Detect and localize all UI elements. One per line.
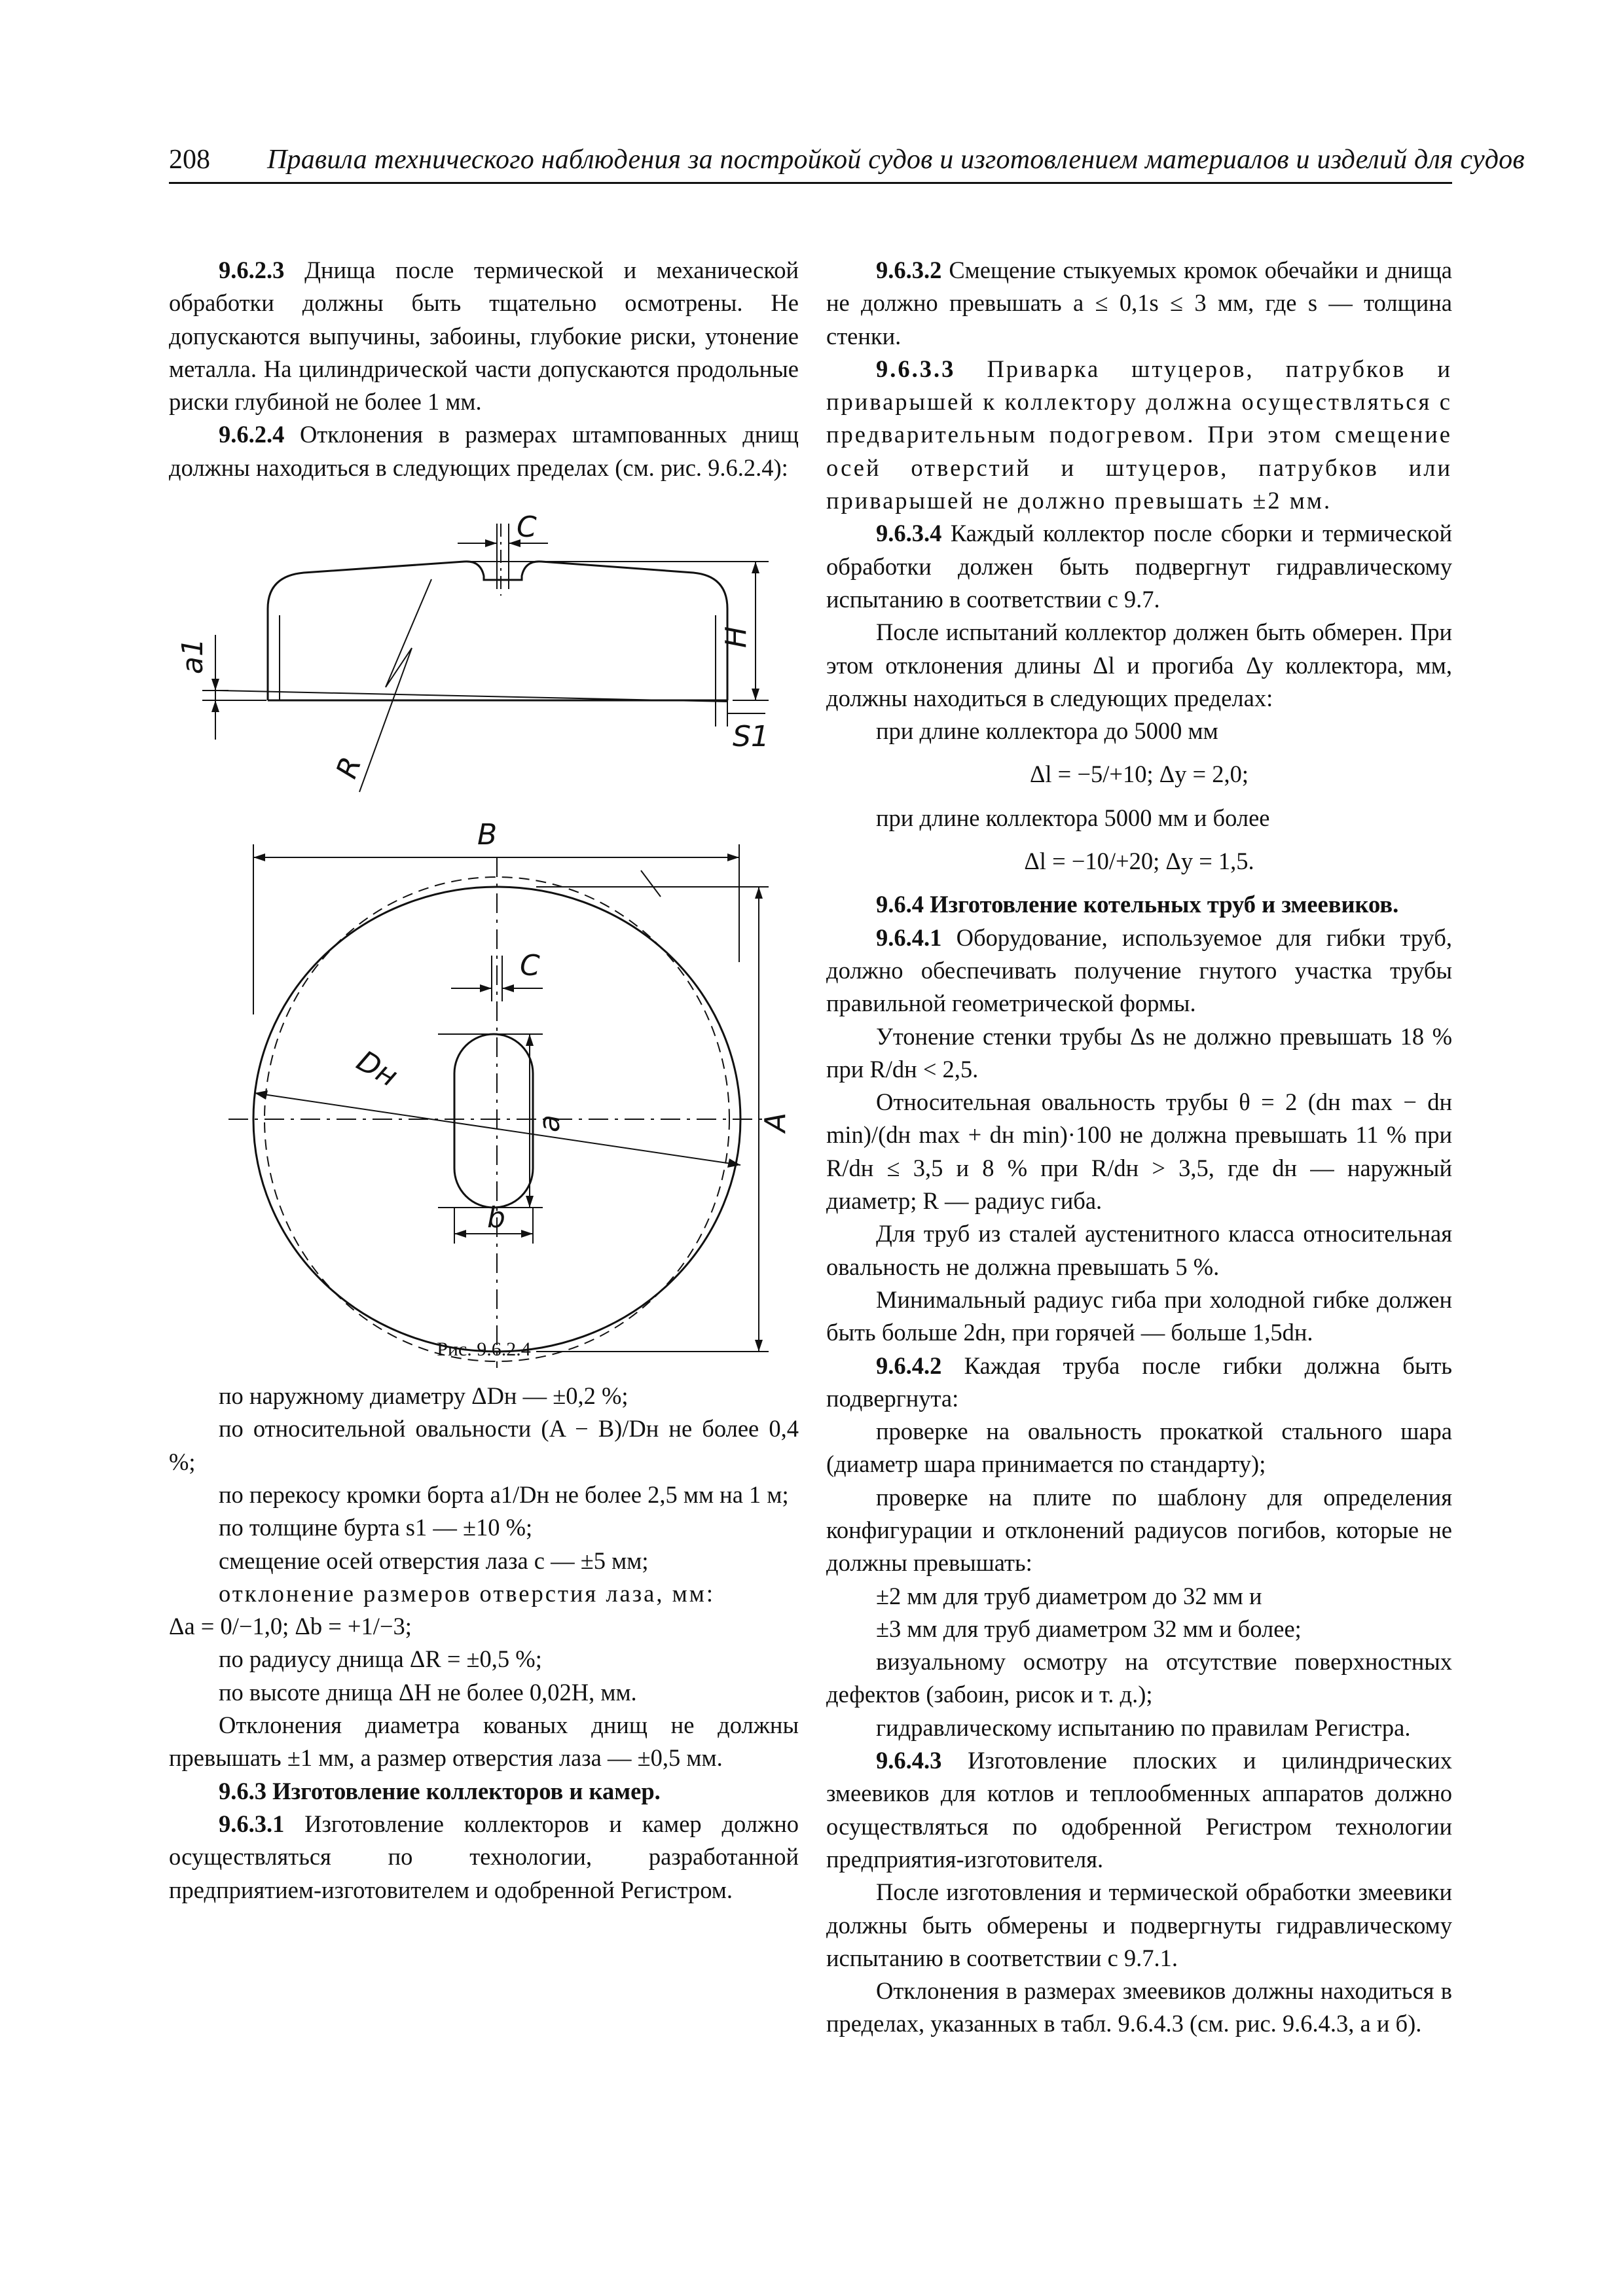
manhole [454,1034,533,1208]
list-ball: проверке на овальность прокаткой стального шара (диаметр шара принимается по стандарту); [826,1418,1452,1478]
running-title: Правила технического наблюдения за постройкой судов и изготовлением материалов и изделий для судов [267,145,1525,175]
paragraph-9643: 9.6.4.3 Изготовление плоских и цилиндрических змеевиков для котлов и теплообменных аппаратов должно осуществляться по одобренной Регистром технологии предприятия-изготовителя. [826,1747,1452,1873]
label-a1: a1 [176,638,210,675]
list-l7: по радиусу днища ΔR = ±0,5 %; [219,1645,542,1673]
list-l2: по относительной овальности (A − B)/Dн не более 0,4 %; [169,1415,799,1475]
formula-2: Δl = −10/+20; Δy = 1,5. [1024,848,1254,875]
label-A: A [759,1112,792,1133]
page-header [169,143,1525,184]
label-R: R [329,752,369,783]
list-l5: смещение осей отверстия лаза c — ±5 мм; [219,1547,649,1574]
list-l6: отклонение размеров отверстия лаза, мм: [219,1579,715,1607]
list-tol-2: ±2 мм для труб диаметром до 32 мм и [876,1582,1262,1609]
paragraph-len2: при длине коллектора 5000 мм и более [876,804,1270,831]
label-H: H [720,626,753,649]
paragraph-9624: 9.6.2.4 Отклонения в размерах штампованных днищ должны находиться в следующих пределах (см. рис. 9.6.2.4): [169,421,799,481]
paragraph-ovality: Относительная овальность трубы θ = 2 (dн max − dн min)/(dн max + dн min)·100 не должна превышать 11 % при R/dн ≤ 3,5 и 8 % при R/dн > 3,5, где dн — наружный диаметр; R — радиус гиба. [826,1088,1452,1215]
label-a: a [533,1115,566,1133]
label-b: b [487,1201,505,1235]
paragraph-forged: Отклонения диаметра кованых днищ не должны превышать ±1 мм, а размер отверстия лаза — ±0,5 мм. [169,1712,799,1772]
paragraph-min-radius: Минимальный радиус гиба при холодной гибке должен быть больше 2dн, при горячей — больше 1,5dн. [826,1285,1452,1346]
list-l6b: Δa = 0/−1,0; Δb = +1/−3; [169,1613,412,1640]
paragraph-9623: 9.6.2.3 Днища после термической и механической обработки должны быть тщательно осмотрены. Не допускаются выпучины, забоины, глубокие риски, утонение металла. На цилиндрической части допускаются продольные риски глубиной не более 1 мм. [169,257,799,416]
list-tol-3: ±3 мм для труб диаметром 32 мм и более; [876,1615,1302,1642]
paragraph-9633: 9.6.3.3 Приварка штуцеров, патрубков и приварышей к коллектору должна осуществляться с предварительным подогревом. При этом смещение осей отверстий и штуцеров, патрубков или приварышей не должно превышать ±2 мм. [826,355,1452,514]
list-visual: визуальному осмотру на отсутствие поверхностных дефектов (забоин, рисок и т. д.); [826,1648,1452,1708]
section-heading-964: 9.6.4 Изготовление котельных труб и змеевиков. [876,891,1399,918]
paragraph-austenitic: Для труб из сталей аустенитного класса относительная овальность не должна превышать 5 %. [826,1220,1452,1280]
paragraph-9631: 9.6.3.1 Изготовление коллекторов и камер должно осуществляться по технологии, разработанной предприятием-изготовителем и одобренной Регистром. [169,1810,799,1903]
radius-line [359,579,431,792]
label-c-top: C [517,511,537,545]
formula-1: Δl = −5/+10; Δy = 2,0; [1029,761,1249,788]
figure-caption: Рис. 9.6.2.4 [437,1338,531,1361]
section-heading-963: 9.6.3 Изготовление коллекторов и камер. [219,1777,661,1804]
list-l4: по толщине бурта s1 — ±10 %; [219,1514,533,1541]
paragraph-9642: 9.6.4.2 Каждая труба после гибки должна быть подвергнута: [826,1352,1452,1412]
figure-9624 [176,511,792,1329]
paragraph-9641: 9.6.4.1 Оборудование, используемое для гибки труб, должно обеспечивать получение гнутого участка трубы правильной геометрической формы. [826,924,1452,1017]
list-l1: по наружному диаметру ΔDн — ±0,2 %; [219,1382,629,1410]
list-l3: по перекосу кромки борта a1/Dн не более 2,5 мм на 1 м; [219,1480,789,1508]
label-B: B [477,818,498,852]
paragraph-9632: 9.6.3.2 Смещение стыкуемых кромок обечайки и днища не должно превышать a ≤ 0,1s ≤ 3 мм, где s — толщина стенки. [826,257,1453,350]
paragraph-len1: при длине коллектора до 5000 мм [876,717,1218,745]
paragraph-deviations: Отклонения в размерах змеевиков должны находиться в пределах, указанных в табл. 9.6.4.3 (см. рис. 9.6.4.3, а и б). [826,1977,1452,2037]
label-c-mid: C [520,949,540,983]
paragraph-9634: 9.6.3.4 Каждый коллектор после сборки и термической обработки должен быть подвергнут гидравлическому испытанию в соответствии с 9.7. [826,520,1452,613]
list-hydraulic: гидравлическому испытанию по правилам Регистра. [876,1713,1411,1741]
page-number: 208 [169,145,210,175]
paragraph-thinning: Утонение стенки трубы Δs не должно превышать 18 % при R/dн < 2,5. [826,1022,1452,1083]
left-column [169,254,799,1907]
label-Dn: Dн [351,1044,403,1094]
right-column [826,254,1452,2041]
list-l8: по высоте днища ΔH не более 0,02H, мм. [219,1678,637,1706]
paragraph-test: После испытаний коллектор должен быть обмерен. При этом отклонения длины Δl и прогиба Δy коллектора, мм, должны находиться в следующих пределах: [826,619,1452,711]
paragraph-after: После изготовления и термической обработки змеевики должны быть обмерены и подвергнуты гидравлическому испытанию в соответствии с 9.7.1. [826,1878,1452,1971]
label-s1: S1 [733,720,769,754]
list-template: проверке на плите по шаблону для определения конфигурации и отклонений радиусов погибов, которые не должны превышать: [826,1483,1452,1577]
